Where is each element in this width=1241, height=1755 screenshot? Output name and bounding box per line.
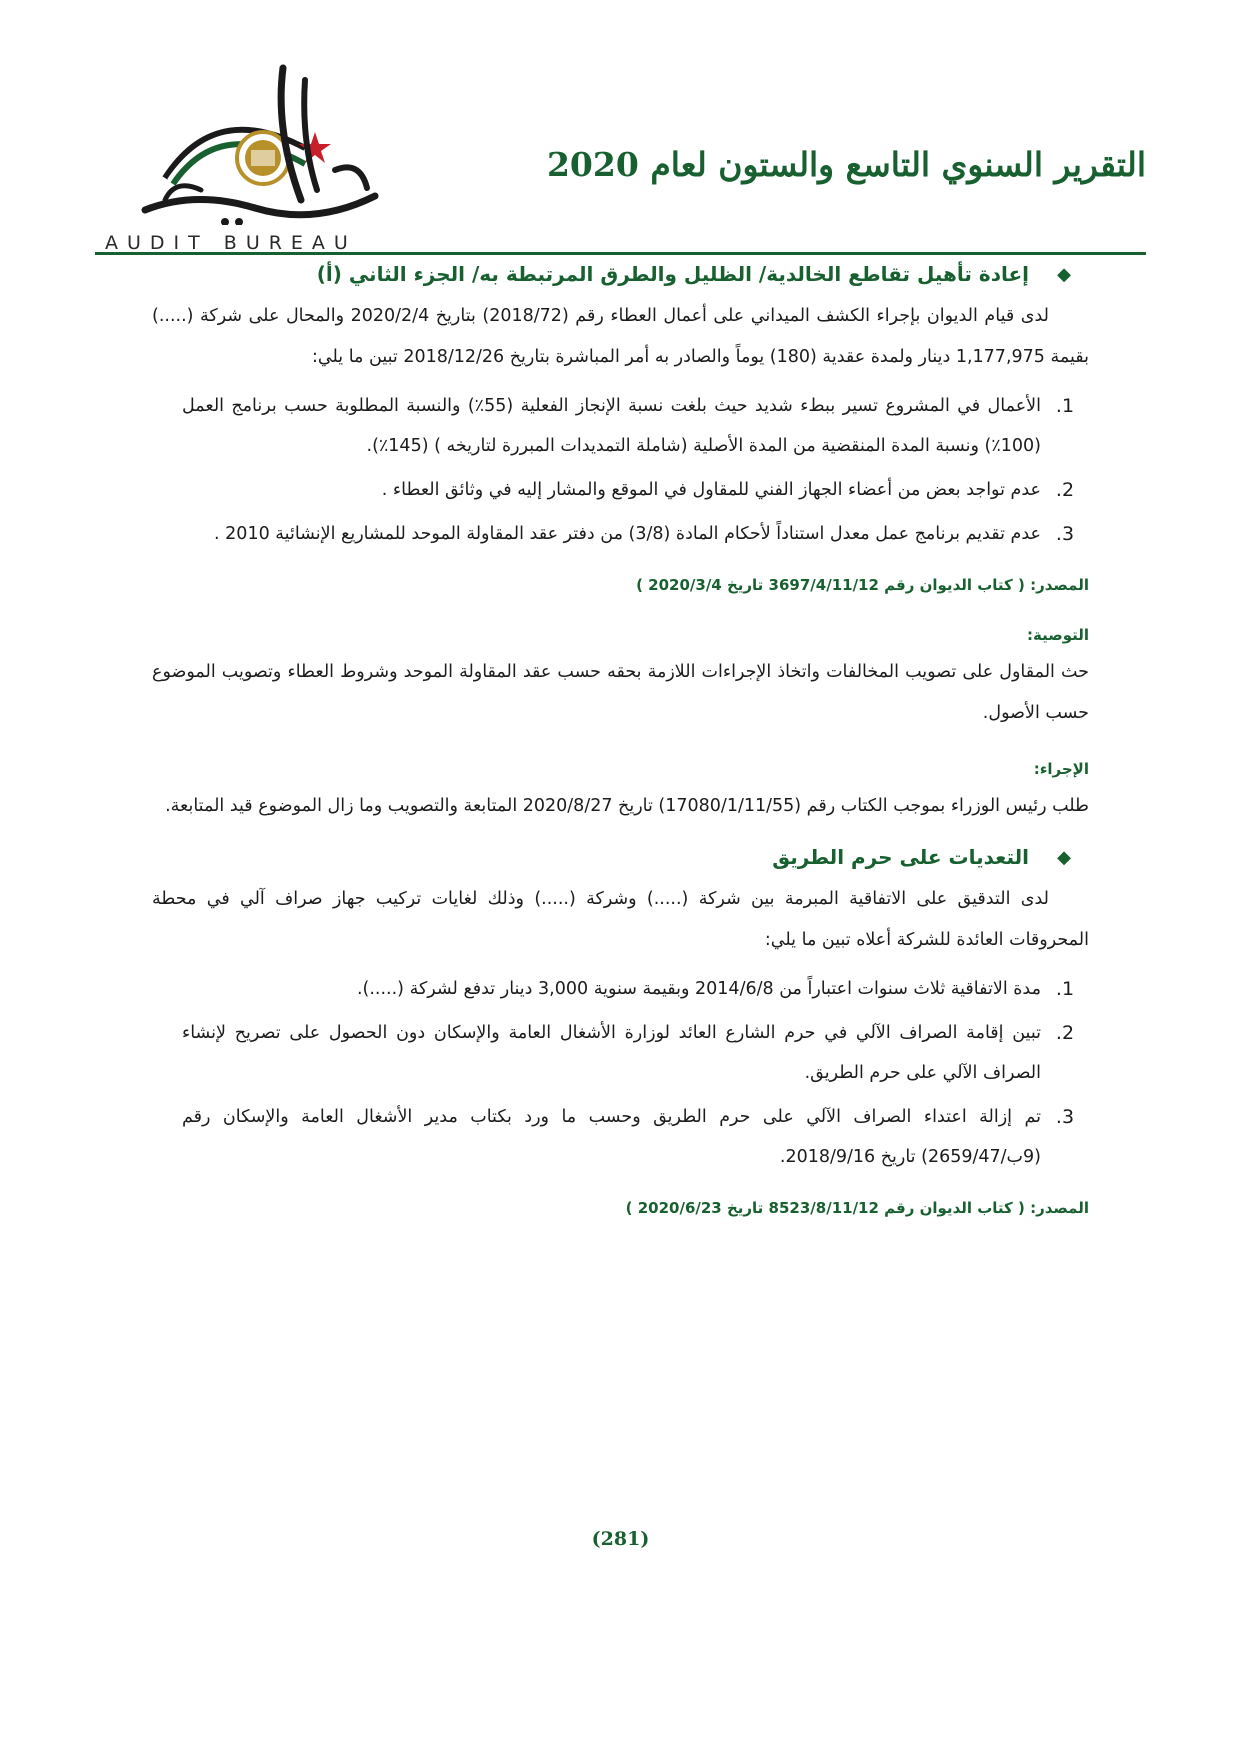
recommendation-text: حث المقاول على تصويب المخالفات واتخاذ الإجراءات اللازمة بحقه حسب عقد المقاولة الموحد وشروط العطاء وتصويب الموضوع حسب الأصول. bbox=[152, 662, 1089, 723]
list-item bbox=[152, 514, 1089, 554]
report-title-text: التقرير السنوي التاسع والستون لعام bbox=[650, 145, 1146, 184]
section1-intro: لدى قيام الديوان بإجراء الكشف الميداني على أعمال العطاء رقم (2018/72) بتاريخ 2020/2/4 والمحال على شركة (.....) بقيمة 1,177,975 دينار ولمدة عقدية (180) يوماً والصادر به أمر المباشرة بتاريخ 2018/12/26 تبين ما يلي: bbox=[152, 306, 1089, 367]
section2-intro: لدى التدقيق على الاتفاقية المبرمة بين شركة (.....) وشركة (.....) وذلك لغايات تركيب جهاز صراف آلي في محطة المحروقات العائدة للشركة أعلاه تبين ما يلي: bbox=[152, 889, 1089, 950]
section2-findings-list bbox=[152, 969, 1089, 1177]
item-text: تبين إقامة الصراف الآلي في حرم الشارع العائد لوزارة الأشغال العامة والإسكان دون الحصول على تصريح لإنشاء الصراف الآلي على حرم الطريق. bbox=[182, 1023, 1041, 1083]
item-text: عدم تواجد بعض من أعضاء الجهاز الفني للمقاول في الموقع والمشار إليه في وثائق العطاء . bbox=[381, 480, 1041, 500]
page-number: (281) bbox=[591, 1528, 650, 1550]
report-year: 2020 bbox=[546, 145, 639, 184]
audit-bureau-logo bbox=[105, 60, 405, 254]
item-number: 3. bbox=[1055, 1106, 1075, 1128]
section2-heading bbox=[152, 845, 1089, 869]
item-text: مدة الاتفاقية ثلاث سنوات اعتباراً من 2014/6/8 وبقيمة سنوية 3,000 دينار تدفع لشركة (.....). bbox=[356, 979, 1041, 999]
report-body bbox=[152, 262, 1089, 1223]
action-text: طلب رئيس الوزراء بموجب الكتاب رقم (17080/1/11/55) تاريخ 2020/8/27 المتابعة والتصويب وما زال الموضوع قيد المتابعة. bbox=[165, 796, 1089, 816]
diamond-bullet-icon: ◆ bbox=[1057, 846, 1071, 868]
logo-caption: AUDIT BUREAU bbox=[105, 232, 357, 254]
diamond-bullet-icon: ◆ bbox=[1057, 263, 1071, 285]
item-text: الأعمال في المشروع تسير ببطء شديد حيث بلغت نسبة الإنجاز الفعلية (55٪) والنسبة المطلوبة حسب برنامج العمل (100٪) ونسبة المدة المنقضية من المدة الأصلية (شاملة التمديدات المبررة لتاريخه ) (145٪). bbox=[182, 396, 1041, 456]
recommendation-label: التوصية: bbox=[1026, 626, 1089, 644]
section1-findings-list bbox=[152, 386, 1089, 554]
page-header bbox=[95, 60, 1146, 255]
item-number: 2. bbox=[1055, 479, 1075, 501]
section1-title: إعادة تأهيل تقاطع الخالدية/ الظليل والطرق المرتبطة به/ الجزء الثاني (أ) bbox=[316, 262, 1029, 286]
report-title bbox=[546, 145, 1146, 184]
section2-source: المصدر: ( كتاب الديوان رقم 8523/8/11/12 تاريخ 2020/6/23 ) bbox=[625, 1199, 1089, 1217]
section1-source: المصدر: ( كتاب الديوان رقم 3697/4/11/12 تاريخ 2020/3/4 ) bbox=[636, 576, 1089, 594]
list-item bbox=[152, 1097, 1089, 1177]
item-number: 2. bbox=[1055, 1022, 1075, 1044]
list-item bbox=[152, 470, 1089, 510]
action-label: الإجراء: bbox=[1033, 760, 1089, 778]
list-item bbox=[152, 969, 1089, 1009]
logo-emblem bbox=[105, 60, 405, 225]
item-text: تم إزالة اعتداء الصراف الآلي على حرم الطريق وحسب ما ورد بكتاب مدير الأشغال العامة والإسكان رقم (9ب/2659/47) تاريخ 2018/9/16. bbox=[182, 1107, 1041, 1167]
list-item bbox=[152, 386, 1089, 466]
item-number: 1. bbox=[1055, 395, 1075, 417]
section2-title: التعديات على حرم الطريق bbox=[772, 845, 1029, 869]
header-divider bbox=[95, 252, 1146, 255]
item-number: 1. bbox=[1055, 978, 1075, 1000]
item-number: 3. bbox=[1055, 523, 1075, 545]
section1-heading bbox=[152, 262, 1089, 286]
item-text: عدم تقديم برنامج عمل معدل استناداً لأحكام المادة (3/8) من دفتر عقد المقاولة الموحد للمشاريع الإنشائية 2010 . bbox=[214, 524, 1041, 544]
list-item bbox=[152, 1013, 1089, 1093]
